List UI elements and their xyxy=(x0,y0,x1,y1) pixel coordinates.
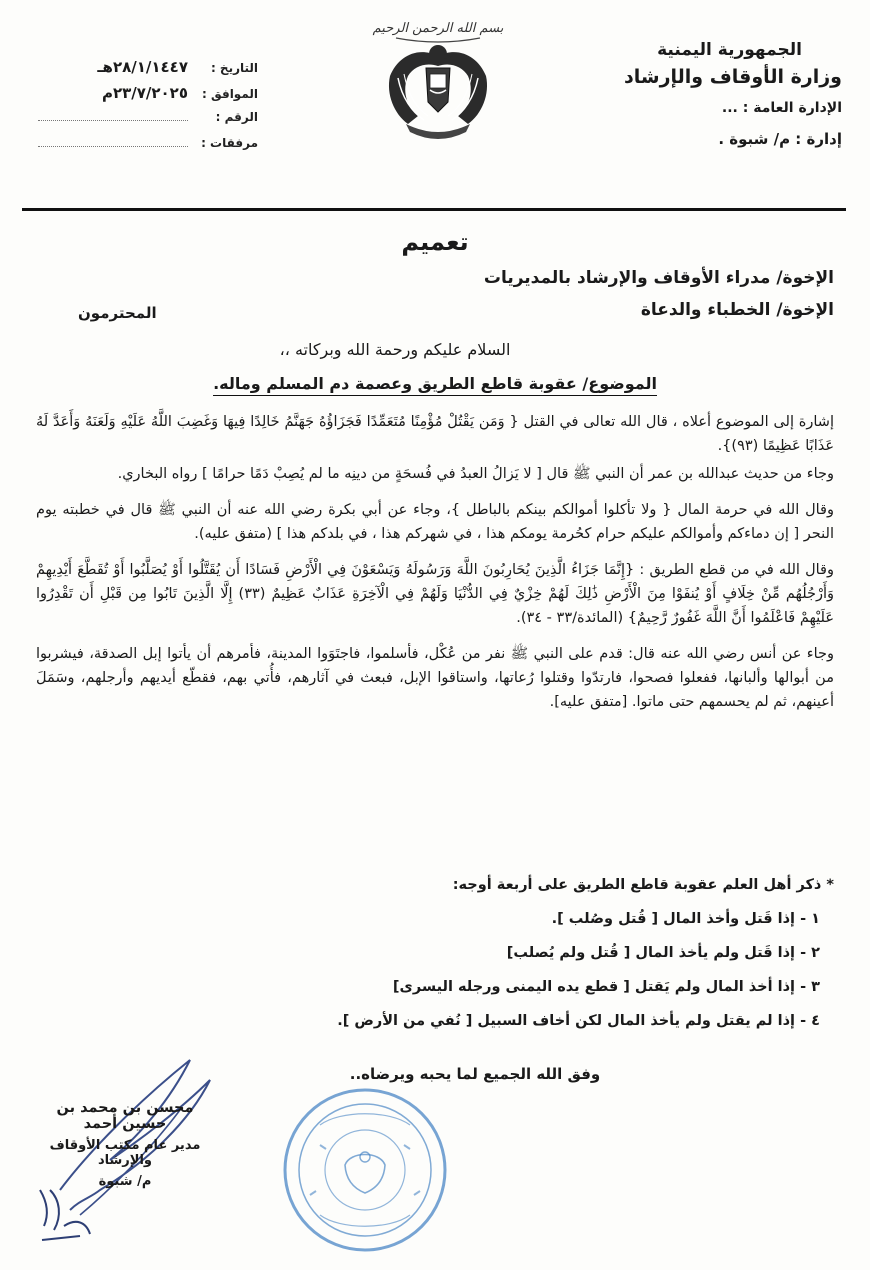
letter-body xyxy=(36,410,834,726)
document-title: تعميم xyxy=(401,228,469,256)
signature-block xyxy=(40,1100,210,1189)
greeting: السلام عليكم ورحمة الله وبركاته ،، xyxy=(279,340,511,359)
punishments-intro: * ذكر أهل العلم عقوبة قاطع الطريق على أربعة أوجه: xyxy=(452,877,834,893)
paragraph-anas-hadith: وجاء عن أنس رضي الله عنه قال: قدم على النبي ﷺ نفر من عُكْل، فأسلموا، فاجتَوَوا المدينة، فأمرهم أن يأتوا إبل الصدقة، فيشربوا من أبوالها وألبانها، ففعلوا فصحوا، فارتدّوا وقتلوا رُعاتها، واستاقوا الإبل، فبعث في آثارهم، فأُتي بهم، فقطّع أيديهم وأرجلهم، وسَمَلَ أعينهم، ثم لم يحسمهم حتى ماتوا. [متفق عليه]. xyxy=(36,646,834,710)
punishment-item: ٤ - إذا لم يقتل ولم يأخذ المال لكن أخاف السبيل [ نُفي من الأرض ]. xyxy=(337,1013,820,1029)
number-label: الرقم : xyxy=(215,110,258,124)
yemen-eagle-emblem-icon xyxy=(368,16,508,142)
basmala-text: بسم الله الرحمن الرحيم xyxy=(372,21,504,36)
signatory-place: م/ شبوة xyxy=(98,1174,152,1189)
republic-name: الجمهورية اليمنية xyxy=(657,40,802,60)
official-stamp-icon xyxy=(280,1085,450,1255)
paragraph-wealth-sanctity: وقال الله في حرمة المال { ولا تأكلوا أموالكم بينكم بالباطل }، وجاء عن أبي بكرة رضي الله عنه أن النبي ﷺ قال في خطبته يوم النحر [ إن دماءكم وأموالكم عليكم حرام كحُرمة يومكم هذا ، في شهركم هذا ، في بلدكم هذا ] (متفق عليه). xyxy=(36,502,834,542)
punishment-item: ١ - إذا قَتل وأخذ المال [ قُتل وصُلب ]. xyxy=(551,911,820,927)
equivalent-date-label: الموافق : xyxy=(202,87,258,101)
attachments-blank xyxy=(38,136,188,147)
attachments-row xyxy=(28,136,258,162)
paragraph-killing: إشارة إلى الموضوع أعلاه ، قال الله تعالى في القتل { وَمَن يَقْتُلْ مُؤْمِنًا مُتَعَمِّدًا فَجَزَاؤُهُ جَهَنَّمُ خَالِدًا فِيهَا وَغَضِبَ اللَّهُ عَلَيْهِ وَلَعَنَهُ وَأَعَدَّ لَهُ عَذَابًا عَظِيمًا (٩٣)}. xyxy=(36,414,834,454)
punishment-item: ٢ - إذا قَتل ولم يأخذ المال [ قُتل ولم يُصلب] xyxy=(506,945,820,961)
date-label: التاريخ : xyxy=(210,61,258,75)
header-divider xyxy=(22,208,846,211)
letterhead-right xyxy=(572,40,842,148)
attachments-label: مرفقات : xyxy=(201,136,258,150)
equivalent-date-value: ٢٣/٧/٢٠٢٥م xyxy=(101,84,188,102)
signatory-title: مدير عام مكتب الأوقاف والإرشاد xyxy=(49,1138,201,1168)
ministry-name: وزارة الأوقاف والإرشاد xyxy=(624,66,842,88)
closing-prayer: وفق الله الجميع لما يحبه ويرضاه.. xyxy=(349,1065,601,1083)
general-administration: الإدارة العامة : ... xyxy=(721,100,842,116)
paragraph-highway-verse: وقال الله في من قطع الطريق : {إِنَّمَا جَزَاءُ الَّذِينَ يُحَارِبُونَ اللَّهَ وَرَسُولَهُ وَيَسْعَوْنَ فِي الْأَرْضِ فَسَادًا أَن يُقَتَّلُوا أَوْ يُصَلَّبُوا أَوْ تُقَطَّعَ أَيْدِيهِمْ وَأَرْجُلُهُم مِّنْ خِلَافٍ أَوْ يُنفَوْا مِنَ الْأَرْضِ ذَٰلِكَ لَهُمْ خِزْيٌ فِي الدُّنْيَا وَلَهُمْ فِي الْآخِرَةِ عَذَابٌ عَظِيمٌ (٣٣) إِلَّا الَّذِينَ تَابُوا مِن قَبْلِ أَن تَقْدِرُوا عَلَيْهِمْ فَاعْلَمُوا أَنَّ اللَّهَ غَفُورٌ رَّحِيمٌ} (المائدة/٣٣ - ٣٤). xyxy=(36,562,834,626)
punishment-item: ٣ - إذا أخذ المال ولم يَقتل [ قطع يده اليمنى ورجله اليسرى] xyxy=(392,979,820,995)
office-name: إدارة : م/ شبوة . xyxy=(718,130,842,148)
subject-line xyxy=(0,374,870,393)
date-row xyxy=(28,58,258,84)
number-row xyxy=(28,110,258,136)
addressee-preachers: الإخوة/ الخطباء والدعاة xyxy=(640,300,834,320)
addressee-directors: الإخوة/ مدراء الأوقاف والإرشاد بالمديريات xyxy=(483,268,834,288)
number-blank xyxy=(38,110,188,121)
equivalent-date-row xyxy=(28,84,258,110)
date-value: ٢٨/١/١٤٤٧هـ xyxy=(97,58,188,76)
subject-text: الموضوع/ عقوبة قاطع الطريق وعصمة دم المسلم وماله. xyxy=(213,374,657,396)
paragraph-hadith-bukhari: وجاء من حديث عبدالله بن عمر أن النبي ﷺ قال [ لا يَزالُ العبدُ في فُسحَةٍ من دينِه ما لم يُصِبْ دَمًا حرامًا ] رواه البخاري. xyxy=(117,466,834,482)
respected-label: المحترمون xyxy=(78,304,157,322)
punishments-list xyxy=(36,868,834,1038)
reference-block xyxy=(28,58,258,162)
signatory-name: محسن بن محمد بن حسين أحمد xyxy=(56,1100,194,1132)
